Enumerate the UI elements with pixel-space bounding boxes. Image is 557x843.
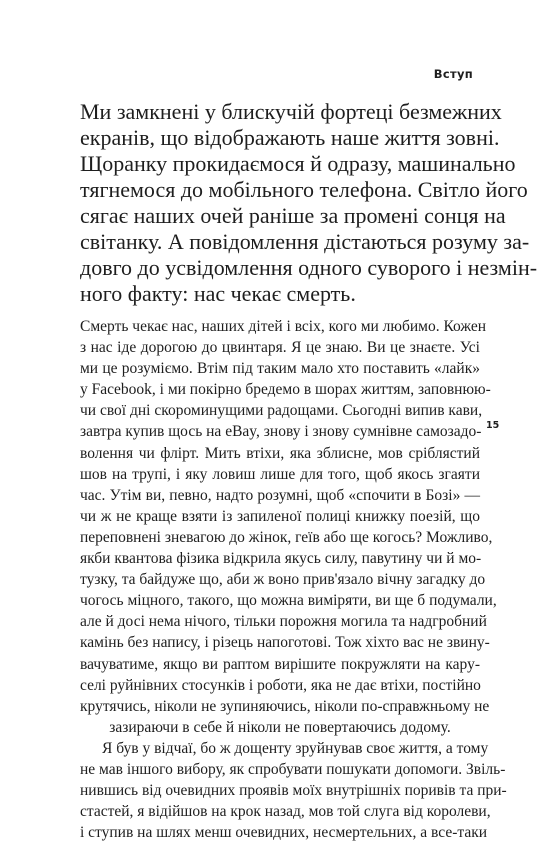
body-line: і ступив на шлях менш очевидних, несмертельних, а все-таки [80, 824, 488, 842]
body-line: переповнені зневагою до жінок, геїв або ще когось? Можливо, [80, 528, 493, 546]
lead-line: тягнемося до мобільного телефона. Світло його [80, 177, 528, 202]
lead-line: Щоранку прокидаємося й одразу, машинально [80, 151, 516, 176]
body-line: тузку, та байдуже що, аби ж воно прив'язало вічну загадку до [80, 571, 486, 589]
body-paragraph-2 [80, 738, 507, 843]
lead-line: ного факту: нас чекає смерть. [80, 281, 356, 306]
body-line: завтра купив щось на eBay, знову і знову сумнівне самозадо- [80, 423, 482, 441]
body-line: камінь без напису, і різець напоготові. Тож хіхто вас не звину- [80, 634, 490, 652]
lead-line: екранів, що відображають наше життя зовні. [80, 125, 500, 150]
body-line: чогось міцного, такого, що можна виміряти, ви ще б подумали, [80, 592, 497, 610]
lead-line: сягає наших очей раніше за промені сонця на [80, 203, 506, 228]
body-line: волення чи флірт. Мить втіхи, яка зблисне, мов сріблястий [80, 444, 480, 462]
body-line: час. Утім ви, певно, надто розумні, щоб «спочити в Бозі» — [80, 486, 480, 504]
running-header-section-title: Вступ [433, 67, 473, 81]
lead-paragraph [80, 99, 538, 307]
body-line: Я був у відчаї, бо ж дощенту зруйнував своє життя, а тому [102, 739, 489, 757]
body-line: з нас іде дорогою до цвинтаря. Я це знаю. Ви це знаєте. Усі [80, 339, 480, 357]
body-line: не мав іншого вибору, як спробувати пошукати допомоги. Звіль- [80, 760, 506, 778]
body-line: селі руйнівних стосунків і роботи, яка не дає втіхи, постійно [80, 676, 481, 694]
body-line: у Facebook, і ми покірно бредемо в шорах життям, заповнюю- [80, 381, 491, 399]
body-line: зазираючи в себе й ніколи не повертаючись додому. [109, 718, 451, 736]
lead-line: довго до усвідомлення одного суворого і незмін- [80, 255, 538, 280]
body-line: Смерть чекає нас, наших дітей і всіх, кого ми любимо. Кожен [80, 318, 487, 335]
body-line: але й досі нема нічого, тільки порожня могила та надгробний [80, 613, 487, 631]
body-line: крутячись, ніколи не зупиняючись, ніколи по-справжньому не [80, 697, 490, 715]
body-line: ми це розуміємо. Втім під таким мало хто поставить «лайк» [80, 360, 480, 378]
body-line: якби квантова фізика відкрила якусь силу, павутину чи й мо- [80, 550, 482, 568]
body-line: стастей, я відійшов на крок назад, мов той слуга від королеви, [80, 803, 491, 821]
body-line: вачуватиме, якщо ви раптом вирішите покружляти на кару- [80, 655, 480, 673]
lead-line: світанку. А повідомлення дістаються розуму за- [80, 229, 530, 254]
body-line: нившись від очевидних проявів моїх внутрішніх поривів та при- [80, 782, 507, 800]
lead-line: Ми замкнені у блискучій фортеці безмежних [80, 99, 502, 124]
body-line: чи свої дні скороминущими радощами. Сьогодні випив кави, [80, 402, 483, 420]
page-number: 15 [486, 420, 500, 431]
body-line: шов на трупі, і яку ловиш лише для того, щоб якось згаяти [80, 465, 480, 483]
body-line: чи ж не краще взяти із запиленої полиці книжку поезій, що [80, 507, 480, 525]
